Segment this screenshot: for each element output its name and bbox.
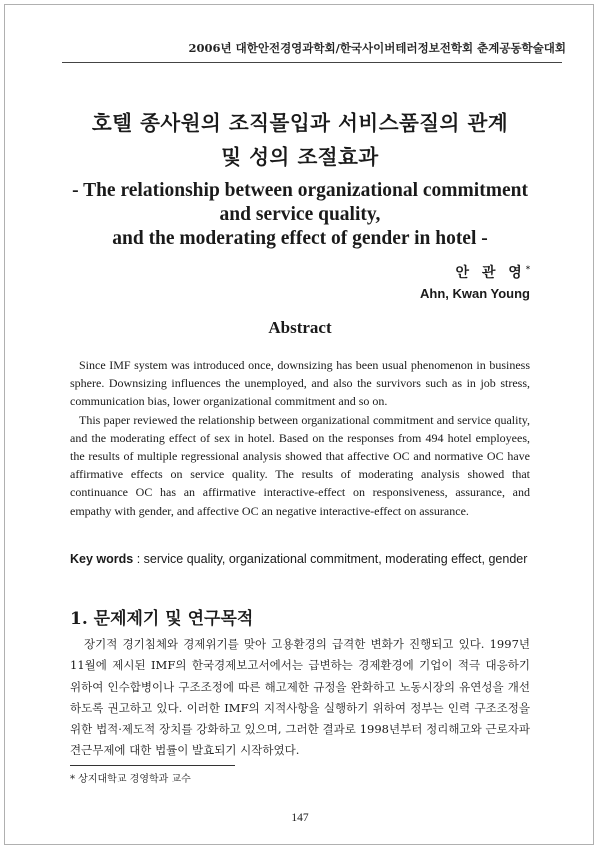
keywords-separator: :: [133, 552, 144, 566]
section-body: [70, 634, 530, 762]
keywords-label: Key words: [70, 552, 134, 566]
body-paragraph: 장기적 경기침체와 경제위기를 맞아 고용환경의 급격한 변화가 진행되고 있다. 1997년 11월에 제시된 IMF의 한국경제보고서에서는 급변하는 경제환경에 기업이 적극 대응하기 위하여 인수합병이나 구조조정에 따른 해고제한 규정을 완화하고 노동시장의 유연성을 개선하도록 권고하고 있다. 이러한 IMF의 지적사항을 실행하기 위하여 정부는 인력 구조조정을 위한 법적·제도적 장치를 강화하고 있으며, 그러한 결과로 1998년부터 정리해고와 근로자파견근무제에 대한 법률이 발효되기 시작하였다.: [70, 637, 530, 758]
abstract-heading: Abstract: [268, 318, 332, 337]
author-korean-text: 안 관 영: [455, 265, 526, 281]
korean-title-line-1: 호텔 종사원의 조직몰입과 서비스품질의 관계: [91, 111, 509, 135]
english-title-line-2: and service quality,: [219, 204, 381, 225]
author-footnote-marker: *: [525, 263, 530, 274]
abstract-paragraph: Since IMF system was introduced once, downsizing has been usual phenomenon in business sphere. Downsizing influences the unemployed, and also the survivors such as in job stress, communication bias, lower organizational commitment and so on.: [70, 358, 530, 409]
english-title-line-1: - The relationship between organizational commitment: [72, 180, 528, 201]
running-header: 2006년 대한안전경영과학회/한국사이버테러정보전학회 춘계공동학술대회: [188, 41, 566, 55]
korean-title-line-2: 및 성의 조절효과: [221, 145, 379, 169]
abstract-paragraph: This paper reviewed the relationship between organizational commitment and service quality, and the moderating effect of sex in hotel. Based on the responses from 494 hotel employees, the results of multiple regressional analysis showed that affective OC and normative OC have affirmative effects on service quality. The results of moderating analysis showed that continuance OC has an affirmative interactive-effect on responsiveness, assurance, and empathy with gender, and affective OC an negative interactive-effect on assurance.: [70, 412, 530, 518]
footnote: * 상지대학교 경영학과 교수: [70, 774, 191, 785]
author-korean-name: [455, 262, 530, 282]
keywords-line: [70, 552, 540, 566]
page-number: 147: [291, 812, 309, 824]
header-rule: [62, 62, 562, 63]
author-english-name: Ahn, Kwan Young: [419, 286, 530, 301]
keywords-text: service quality, organizational commitment, moderating effect, gender: [143, 552, 528, 566]
abstract-body: [70, 356, 530, 520]
section-heading: 1. 문제제기 및 연구목적: [70, 609, 254, 629]
footnote-rule: [70, 765, 235, 766]
english-title-line-3: and the moderating effect of gender in hotel -: [112, 228, 488, 249]
